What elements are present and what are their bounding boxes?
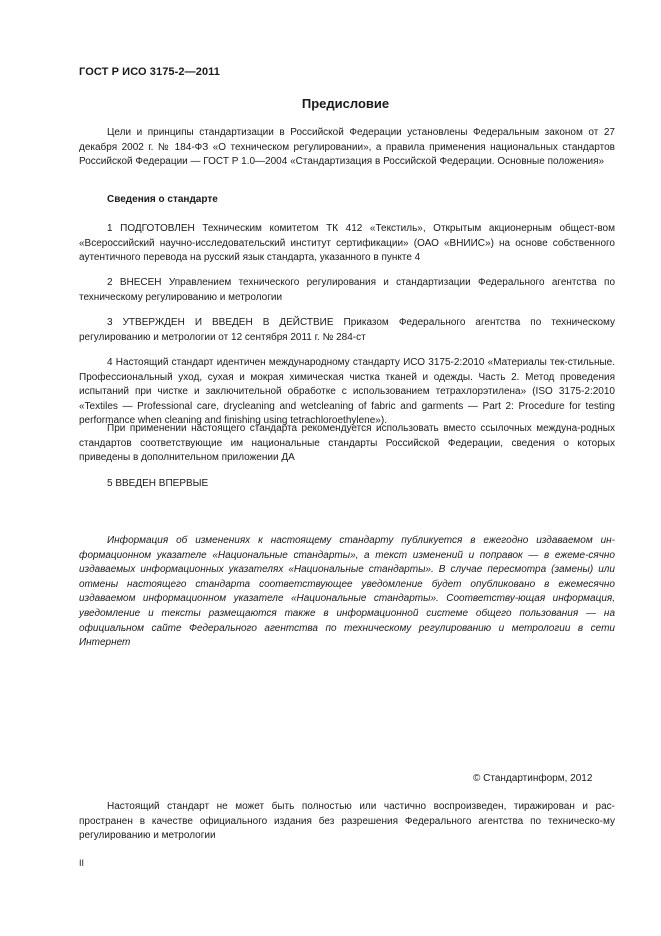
document-header: ГОСТ Р ИСО 3175-2—2011 — [79, 66, 220, 78]
item-4-extra-text: При применении настоящего стандарта рекомендуется использовать вместо ссылочных междуна-родных стандартов соответствующие им национальные стандарты Российской Федерации, сведения о которых приведены в дополнительном приложении ДА — [79, 423, 615, 464]
page-title: Предисловие — [301, 96, 390, 111]
info-text: Информация об изменениях к настоящему стандарту публикуется в ежегодно издаваемом ин-формационном указателе «Национальные стандарты», а текст изменений и поправок — в ежеме-сячно издаваемых информационных указателях «Национальные стандарты». В случае пересмотра (замены) или отмены настоящего стандарта соответствующее уведомление будет опубликовано в ежемесячно издаваемом информационном указателе «Национальные стандарты». Соответству-ющая информация, уведомление и тексты размещаются также в информационной системе общего пользования — на официальном сайте Федерального агентства по техническому регулированию и метрологии в сети Интернет — [79, 535, 615, 649]
item-2 — [79, 276, 615, 305]
item-5-text: 5 ВВЕДЕН ВПЕРВЫЕ — [107, 478, 209, 489]
item-4-text: 4 Настоящий стандарт идентичен международному стандарту ИСО 3175-2:2010 «Материалы тек-стильные. Профессиональный уход, сухая и мокрая химическая чистка тканей и одежды. Часть 2. Метод проведения испытаний при чистке и заключительной обработке с использованием тетрахлорэтилена» (ISO 3175-2:2010 «Textiles — Professional care, drycleaning and wetcleaning of fabric and garments — Part 2: Procedure for testing performance when cleaning and finishing using tetrachloroethylene»). — [79, 357, 615, 427]
section-subtitle: Сведения о стандарте — [107, 194, 218, 205]
item-2-text: 2 ВНЕСЕН Управлением технического регулирования и стандартизации Федерального агентства по техническому регулированию и метрологии — [79, 277, 615, 303]
intro-paragraph — [79, 126, 615, 170]
reproduction-notice — [79, 800, 615, 844]
item-4-extra — [79, 422, 615, 466]
item-3-text: 3 УТВЕРЖДЕН И ВВЕДЕН В ДЕЙСТВИЕ Приказом Федерального агентства по техническому регулированию и метрологии от 12 сентября 2011 г. № 284-ст — [79, 317, 615, 343]
page-number: II — [79, 858, 85, 868]
item-4 — [79, 356, 615, 429]
info-paragraph — [79, 534, 615, 651]
item-1-text: 1 ПОДГОТОВЛЕН Техническим комитетом ТК 412 «Текстиль», Открытым акционерным общест-вом «Всероссийский научно-исследовательский институт сертификации» (ОАО «ВНИИС») на основе собственного аутентичного перевода на русский язык стандарта, указанного в пункте 4 — [79, 223, 615, 264]
notice-text: Настоящий стандарт не может быть полностью или частично воспроизведен, тиражирован и рас-пространен в качестве официального издания без разрешения Федерального агентства по техническо-му регулированию и метрологии — [79, 801, 615, 842]
item-5 — [79, 477, 615, 492]
item-1 — [79, 222, 615, 266]
intro-text: Цели и принципы стандартизации в Российской Федерации установлены Федеральным законом от 27 декабря 2002 г. № 184-ФЗ «О техническом регулировании», а правила применения национальных стандартов Российской Федерации — ГОСТ Р 1.0—2004 «Стандартизация в Российской Федерации. Основные положения» — [79, 127, 615, 168]
copyright-line: © Стандартинформ, 2012 — [473, 773, 593, 784]
item-3 — [79, 316, 615, 345]
